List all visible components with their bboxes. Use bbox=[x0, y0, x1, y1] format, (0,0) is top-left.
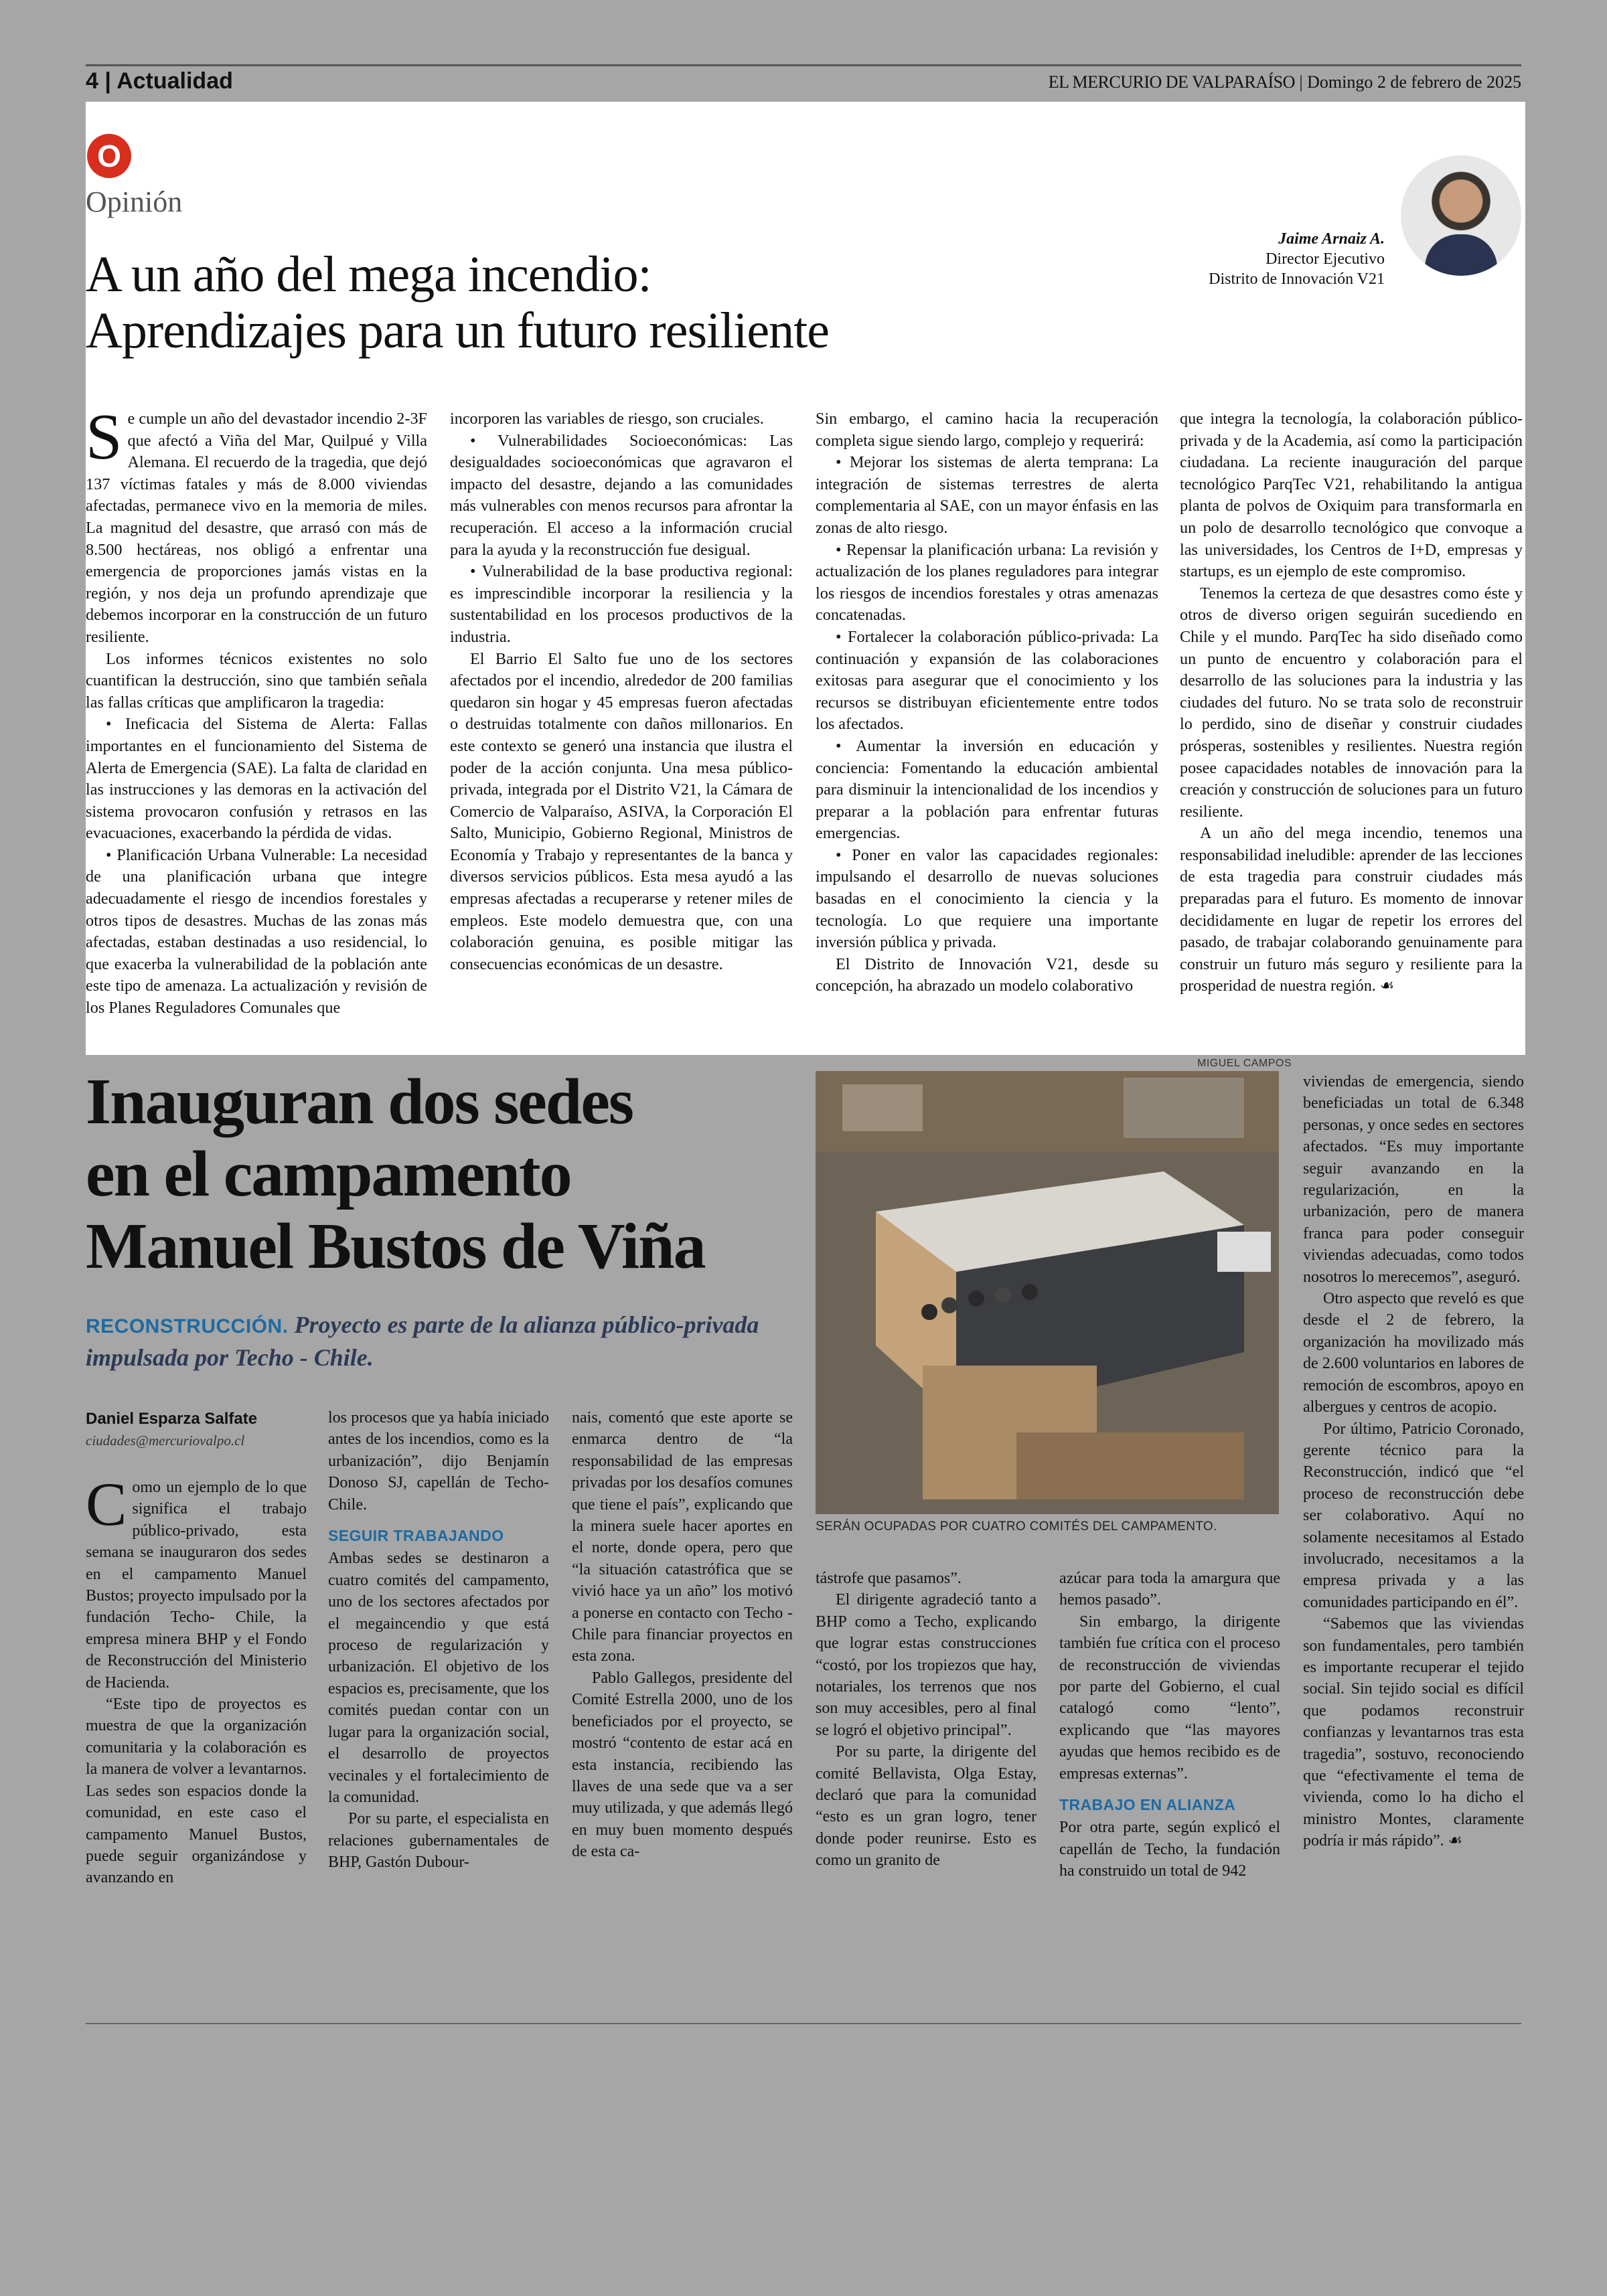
article-column-1 bbox=[86, 1470, 307, 1889]
article-column-4 bbox=[816, 1568, 1037, 1872]
paragraph: Por último, Patricio Coronado, gerente técnico para la Reconstrucción, indicó que “el proceso de reconstrucción debe ser colaborativo. Aquí no solamente necesitamos al Estado involucrado, necesitamos a la empresa privada y a las comunidades participando en él”. bbox=[1303, 1420, 1524, 1611]
photo-person bbox=[941, 1297, 958, 1313]
opinion-title-line: Aprendizajes para un futuro resiliente bbox=[86, 303, 829, 359]
paragraph: Los informes técnicos existentes no solo cuantifican la destrucción, sino que también señala las fallas críticas que amplificaron la tragedia: bbox=[86, 649, 427, 712]
paragraph: • Poner en valor las capacidades regionales: impulsando el desarrollo de nuevas soluciones basadas en el conocimiento la ciencia y la tecnología. Lo que requiere una importante inversión pública y privada. bbox=[816, 845, 1158, 952]
subheading: TRABAJO EN ALIANZA bbox=[1059, 1796, 1236, 1814]
paragraph: Ambas sedes se destinaron a cuatro comités del campamento, uno de los sectores afectados por el megaincendio y que está proceso de regularización y urbanización. El objetivo de los espacios es, precisamente, que los comités puedan contar con un lugar para la organización social, el desarrollo de proyectos vecinales y el fortalecimiento de la comunidad. bbox=[328, 1550, 549, 1806]
paragraph: • Vulnerabilidades Socioeconómicas: Las desigualdades socioeconómicas que agravaron el impacto del desastre, dejando a las comunidades más vulnerables con menos recursos para afrontar la recuperación. El acceso a la información crucial para la ayuda y la reconstrucción fue desigual. bbox=[450, 431, 793, 559]
paragraph: “Sabemos que las viviendas son fundamentales, pero también es importante recuperar el tejido social. Sin tejido social es difícil que podamos reconstruir confianzas y levantarnos tras esta tragedia”, sostuvo, reconociendo que “efectivamente el tema de vivienda, como lo ha dicho el ministro Montes, claramente podría ir más rápido”. ☙ bbox=[1303, 1615, 1524, 1850]
author-org: Distrito de Innovación V21 bbox=[1209, 270, 1385, 288]
article-photo bbox=[816, 1071, 1279, 1514]
article-headline bbox=[86, 1066, 809, 1283]
paragraph: El Distrito de Innovación V21, desde su concepción, ha abrazado un modelo colaborativo bbox=[816, 955, 1158, 995]
article-byline: Daniel Esparza Salfate bbox=[86, 1410, 258, 1428]
paragraph-text: omo un ejemplo de lo que significa el trabajo público-privado, esta semana se inauguraron dos sedes en el campamento Manuel Bustos; proyecto impulsado por la fundación Techo- Chile, la empresa minera BHP y el Fondo de Reconstrucción del Ministerio de Hacienda. bbox=[86, 1479, 307, 1692]
headline-line: Manuel Bustos de Viña bbox=[86, 1210, 705, 1283]
paragraph: incorporen las variables de riesgo, son cruciales. bbox=[450, 410, 764, 428]
paragraph: viviendas de emergencia, siendo beneficiadas un total de 6.348 personas, y once sedes en sectores afectados. “Es muy importante seguir avanzando en la regularización, en la urbanización, pero de manera franca para poder conseguir viviendas adecuadas, como todos nosotros lo merecemos”, aseguró. bbox=[1303, 1073, 1524, 1286]
subheading: SEGUIR TRABAJANDO bbox=[328, 1527, 504, 1545]
paragraph: • Repensar la planificación urbana: La revisión y actualización de los planes reguladores para integrar los riesgos de incendios forestales y otras amenazas concatenadas. bbox=[816, 540, 1158, 625]
paragraph bbox=[86, 401, 427, 649]
paragraph: que integra la tecnología, la colaboración público-privada y de la Academia, así como la participación ciudadana. La reciente inauguración del parque tecnológico ParqTec V21, rehabilitando la antigua planta de polvos de Oxiquim para transformarla en un polo de desarrollo tecnológico que convoque a las universidades, los Centros de I+D, empresas y startups, es un ejemplo de este compromiso. bbox=[1180, 410, 1523, 581]
publication-name: EL MERCURIO DE VALPARAÍSO bbox=[1048, 72, 1295, 92]
paragraph: “Este tipo de proyectos es muestra de que la organización comunitaria y la colaboración es la manera de volver a levantarnos. Las sedes son espacios donde la comunidad, en este caso el campamento Manuel Bustos, puede seguir organizándose y avanzando en bbox=[86, 1696, 307, 1887]
opinion-column-4 bbox=[1180, 408, 1523, 997]
paragraph-text: e cumple un año del devastador incendio 2-3F que afectó a Viña del Mar, Quilpué y Villa Alemana. El recuerdo de la tragedia, que dejó 137 víctimas fatales y más de 8.000 viviendas afectadas, permanece vivo en la memoria de miles. La magnitud del desastre, que arrasó con más de 8.500 hectáreas, nos obligó a enfrentar una emergencia de proporciones jamás vistas en la región, y nos deja un profundo aprendizaje que debemos incorporar en la construcción de un futuro resiliente. bbox=[86, 410, 427, 646]
headline-line: en el campamento bbox=[86, 1138, 571, 1210]
photo-person bbox=[968, 1291, 984, 1307]
paragraph: Tenemos la certeza de que desastres como éste y otros de diverso origen seguirán sucediendo en Chile y el mundo. ParqTec ha sido diseñado como un punto de encuentro y colaboración para el desarrollo de las soluciones para la industria y las ciudades del futuro. No se trata solo de reconstruir lo perdido, sino de diseñar y construir ciudades prósperas, sostenibles y resilientes. Nuestra región posee capacidades notables de innovación para la creación y construcción de soluciones para un futuro resiliente. bbox=[1180, 584, 1523, 821]
opinion-column-2 bbox=[450, 408, 793, 975]
paragraph: Sin embargo, la dirigente también fue crítica con el proceso de reconstrucción de viviendas por parte del Gobierno, el cual catalogó como “lento”, explicando que “las mayores ayudas que hemos recibido es de empresas externas”. bbox=[1059, 1613, 1280, 1783]
photo-person bbox=[995, 1287, 1011, 1303]
paragraph: Por otra parte, según explicó el capellán de Techo, la fundación ha construido un total de 942 bbox=[1059, 1819, 1280, 1880]
photo-person bbox=[1022, 1284, 1038, 1300]
paragraph: • Planificación Urbana Vulnerable: La necesidad de una planificación urbana que integre adecuadamente el riesgo de incendios forestales y otros tipos de desastres. Muchas de las zonas más afectadas, estaban destinadas a uso residencial, lo que exacerba la vulnerabilidad de la población ante este tipo de amenaza. La actualización y revisión de los Planes Reguladores Comunales que bbox=[86, 845, 427, 1017]
paragraph: • Fortalecer la colaboración público-privada: La continuación y expansión de las colaboraciones exitosas para asegurar que el conocimiento y los recursos se distribuyan eficientemente entre todos los afectados. bbox=[816, 627, 1158, 734]
paragraph: A un año del mega incendio, tenemos una responsabilidad ineludible: aprender de las lecciones de esta tragedia para construir ciudades más preparadas para el futuro. Es momento de innovar decididamente en lugar de repetir los errores del pasado, de trabajar colaborando genuinamente para construir un futuro más seguro y resiliente para la prosperidad de nuestra región. ☙ bbox=[1180, 824, 1523, 995]
headline-line: Inauguran dos sedes bbox=[86, 1066, 633, 1138]
paragraph: tástrofe que pasamos”. bbox=[816, 1570, 962, 1587]
paragraph: El Barrio El Salto fue uno de los sectores afectados por el incendio, alrededor de 200 familias quedaron sin hogar y 45 empresas fueron afectadas o destruidas totalmente con daños millonarios. En este contexto se generó una instancia que ilustra el poder de la acción conjunta. Una mesa público-privada, integrada por el Distrito V21, la Cámara de Comercio de Valparaíso, ASIVA, la Corporación El Salto, Municipio, Gobierno Regional, Ministros de Economía y Trabajo y representantes de la banca y diversos servicios públicos. Esta mesa ayudó a las empresas afectadas a recuperarse y retener miles de empleos. Este modelo demuestra que, con una colaboración genuina, es posible mitigar las consecuencias económicas de un desastre. bbox=[450, 649, 793, 973]
paragraph: • Ineficacia del Sistema de Alerta: Fallas importantes en el funcionamiento del Sistema de Alerta de Emergencia (SAE). La falta de claridad en las instrucciones y las demoras en la activación del sistema provocaron confusión y retrasos en las evacuaciones, exacerbando la pérdida de vidas. bbox=[86, 715, 427, 843]
photo-illustration bbox=[816, 1071, 1279, 1514]
author-name: Jaime Arnaiz A. bbox=[1278, 230, 1385, 248]
opinion-badge-icon: O bbox=[87, 134, 131, 178]
article-column-2 bbox=[328, 1407, 549, 1874]
article-column-5 bbox=[1059, 1568, 1280, 1882]
photo-credit: MIGUEL CAMPOS bbox=[1197, 1058, 1292, 1069]
paragraph: • Aumentar la inversión en educación y conciencia: Fomentando la educación ambiental para disminuir la intencionalidad de los incendios y preparar a la población para enfrentar futuras emergencias. bbox=[816, 736, 1158, 843]
photo-house bbox=[1124, 1078, 1244, 1138]
article-lead bbox=[86, 1309, 809, 1373]
photo-car bbox=[1217, 1232, 1271, 1272]
opinion-column-3 bbox=[816, 408, 1158, 997]
paragraph: Por su parte, la dirigente del comité Bellavista, Olga Estay, declaró que para la comunidad “esto es un gran logro, tener donde poder reunirse. Esto es como un granito de bbox=[816, 1743, 1037, 1870]
photo-caption: SERÁN OCUPADAS POR CUATRO COMITÉS DEL CAMPAMENTO. bbox=[816, 1520, 1217, 1534]
paragraph: • Mejorar los sistemas de alerta temprana: La integración de sistemas terrestres de alerta complementaria al SAE, con un mayor énfasis en las zonas de alto riesgo. bbox=[816, 453, 1158, 537]
paragraph: Por su parte, el especialista en relaciones gubernamentales de BHP, Gastón Dubour- bbox=[328, 1810, 549, 1872]
opinion-title bbox=[86, 246, 1090, 359]
article-column-6 bbox=[1303, 1071, 1524, 1852]
paragraph bbox=[86, 1470, 307, 1694]
page-number: 4 bbox=[86, 68, 98, 94]
opinion-label: Opinión bbox=[86, 185, 183, 218]
page-section-header: 4 | Actualidad bbox=[86, 68, 233, 94]
paragraph: los procesos que ya había iniciado antes de los incendios, como es la urbanización”, dijo Benjamín Donoso SJ, capellán de Techo-Chile. bbox=[328, 1409, 549, 1513]
drop-cap: S bbox=[86, 401, 123, 473]
drop-cap: C bbox=[86, 1470, 127, 1538]
paragraph: Pablo Gallegos, presidente del Comité Estrella 2000, uno de los beneficiados por el proyecto, se mostró “contento de estar acá en esta instancia, recibiendo las llaves de una sede que va a ser muy utilizada, y que además llegó en muy buen momento después de esta ca- bbox=[572, 1669, 793, 1861]
paragraph: azúcar para toda la amargura que hemos pasado”. bbox=[1059, 1570, 1280, 1609]
photo-person bbox=[921, 1304, 937, 1320]
photo-fence bbox=[1016, 1432, 1244, 1499]
section-name: Actualidad bbox=[117, 68, 233, 94]
paragraph: • Vulnerabilidad de la base productiva regional: es imprescindible incorporar la resiliencia y la sustentabilidad en los procesos productivos de la industria. bbox=[450, 562, 793, 646]
opinion-column-1 bbox=[86, 401, 427, 1019]
paragraph: Sin embargo, el camino hacia la recuperación completa sigue siendo largo, complejo y requerirá: bbox=[816, 410, 1158, 450]
publication-date: Domingo 2 de febrero de 2025 bbox=[1307, 72, 1521, 92]
opinion-title-line: A un año del mega incendio: bbox=[86, 246, 652, 303]
article-lead-text: Proyecto es parte de la alianza público-privada impulsada por Techo - Chile. bbox=[86, 1311, 759, 1371]
article-column-3 bbox=[572, 1407, 793, 1863]
article-kicker: RECONSTRUCCIÓN. bbox=[86, 1315, 289, 1337]
avatar-shirt bbox=[1425, 234, 1497, 276]
author-role: Director Ejecutivo bbox=[1266, 250, 1385, 268]
paragraph: Otro aspecto que reveló es que desde el 2 de febrero, la organización ha movilizado más de 2.600 voluntarios en labores de remoción de escombros, apoyo en albergues y centros de acopio. bbox=[1303, 1290, 1524, 1416]
publication-header: EL MERCURIO DE VALPARAÍSO | Domingo 2 de febrero de 2025 bbox=[1048, 72, 1521, 92]
photo-house bbox=[842, 1084, 923, 1131]
paragraph: nais, comentó que este aporte se enmarca dentro de “la responsabilidad de las empresas privadas por los desafíos comunes que tiene el país”, explicando que la minera suele hacer aportes en el norte, donde opera, pero que “la situación catastrófica que se vivió hace ya un año” los motivó a ponerse en contacto con Techo - Chile para financiar proyectos en esta zona. bbox=[572, 1409, 793, 1665]
author-avatar bbox=[1401, 155, 1521, 276]
paragraph: El dirigente agradeció tanto a BHP como a Techo, explicando que lograr estas construcciones “costó, por los tropiezos que hay, notariales, los terrenos que nos son muy accesibles, pero al final se logró el objetivo principal”. bbox=[816, 1591, 1037, 1739]
article-email: ciudades@mercuriovalpo.cl bbox=[86, 1432, 245, 1449]
author-block bbox=[1209, 229, 1385, 289]
footer-rule bbox=[86, 2023, 1521, 2024]
header-rule bbox=[86, 64, 1521, 66]
